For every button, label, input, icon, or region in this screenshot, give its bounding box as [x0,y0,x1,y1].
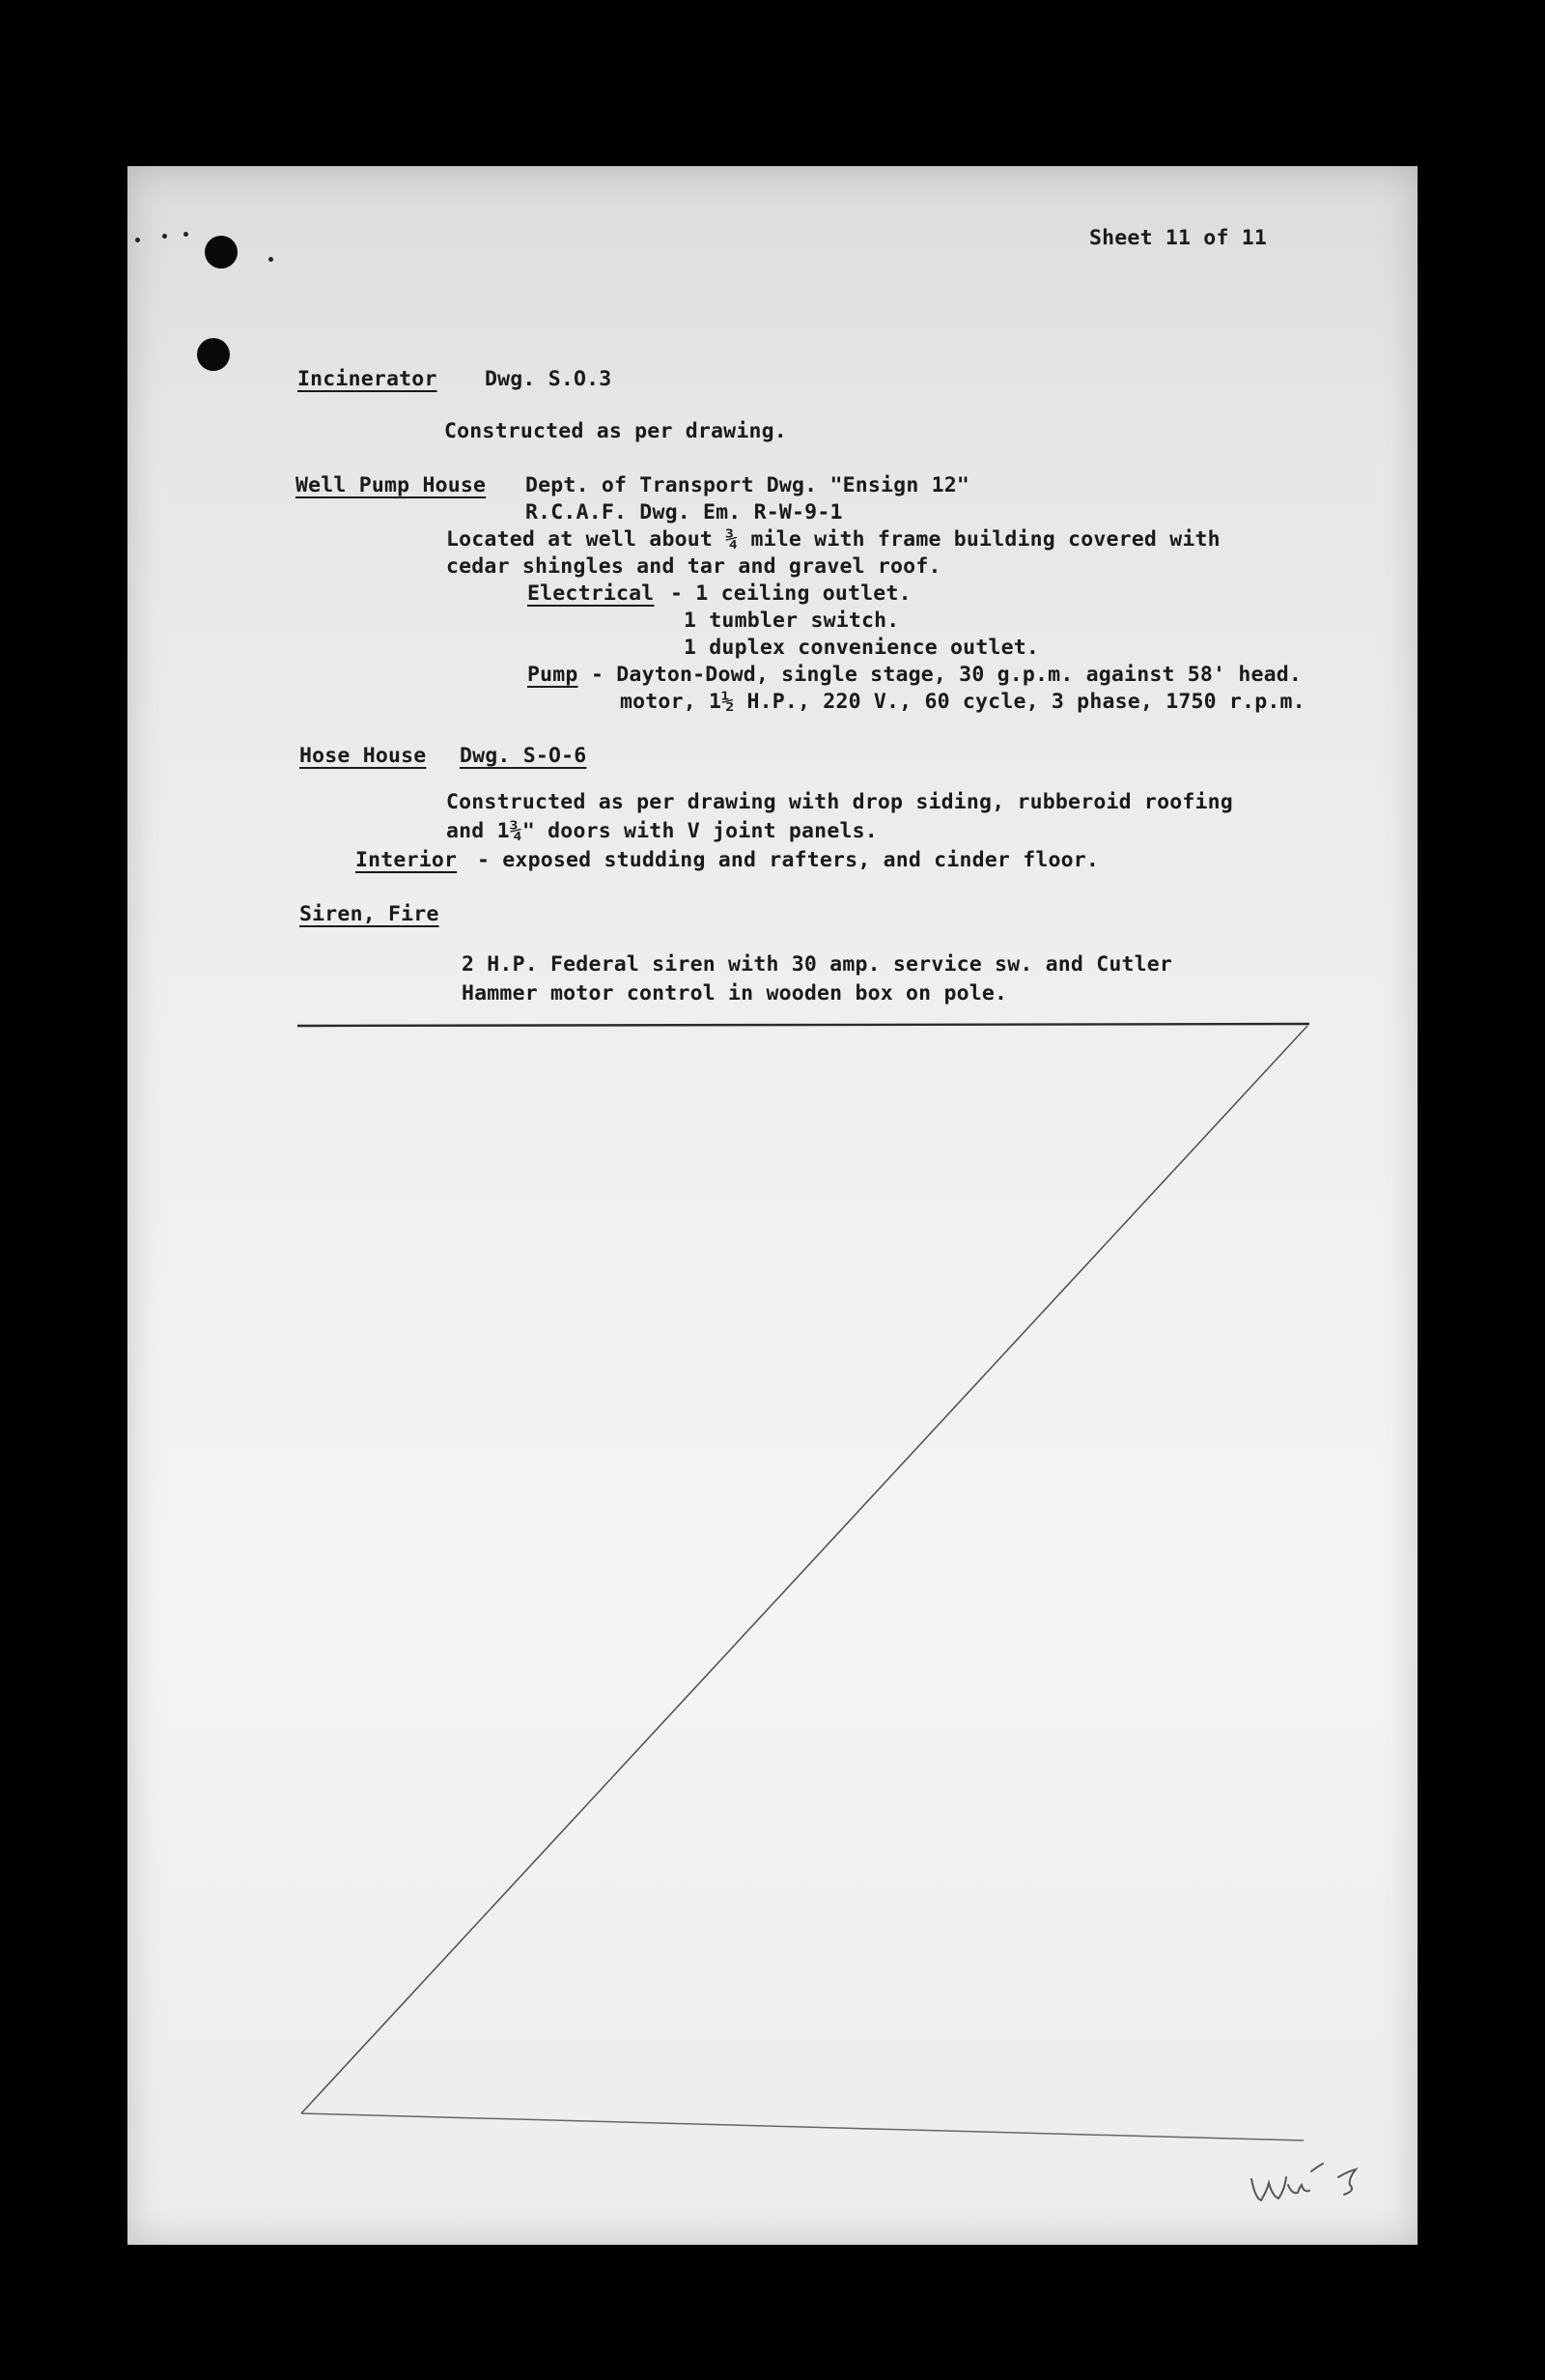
hose-house-drawing-ref: Dwg. S-O-6 [460,744,587,768]
well-pump-house-desc-2: cedar shingles and tar and gravel roof. [446,554,941,579]
sheet-number: Sheet 11 of 11 [1089,226,1268,250]
hose-house-desc-1: Constructed as per drawing with drop siding, rubberoid roofing [446,790,1233,814]
well-pump-house-desc-1: Located at well about ¾ mile with frame building covered with [446,527,1221,552]
pump-line-2: motor, 1½ H.P., 220 V., 60 cycle, 3 phase, 1750 r.p.m. [620,690,1306,714]
hose-house-desc-2: and 1¾" doors with V joint panels. [446,819,878,843]
incinerator-drawing-ref: Dwg. S.O.3 [485,367,612,391]
speck [268,257,273,262]
speck [162,234,167,239]
pump-line-1: - Dayton-Dowd, single stage, 30 g.p.m. against 58' head. [591,663,1303,687]
punch-hole-top [205,236,238,269]
electrical-item: 1 tumbler switch. [684,609,900,633]
incinerator-text: Constructed as per drawing. [444,419,787,443]
hose-house-heading: Hose House [299,744,427,768]
punch-hole-bottom [197,338,230,371]
interior-label: Interior [355,848,458,872]
siren-heading: Siren, Fire [299,902,439,926]
interior-text: - exposed studding and rafters, and cinder floor. [477,848,1100,872]
siren-line-1: 2 H.P. Federal siren with 30 amp. service sw. and Cutler [462,952,1173,977]
pump-label: Pump [527,663,578,687]
incinerator-heading: Incinerator [297,367,437,391]
electrical-label: Electrical [527,581,655,606]
electrical-item: 1 duplex convenience outlet. [684,636,1040,660]
well-pump-house-heading: Well Pump House [295,473,487,497]
electrical-item: - 1 ceiling outlet. [670,581,912,606]
speck [135,238,140,242]
siren-line-2: Hammer motor control in wooden box on pole. [462,981,1008,1006]
well-pump-house-ref-1: Dept. of Transport Dwg. "Ensign 12" [525,473,970,497]
speck [183,232,188,237]
well-pump-house-ref-2: R.C.A.F. Dwg. Em. R-W-9-1 [525,500,843,524]
